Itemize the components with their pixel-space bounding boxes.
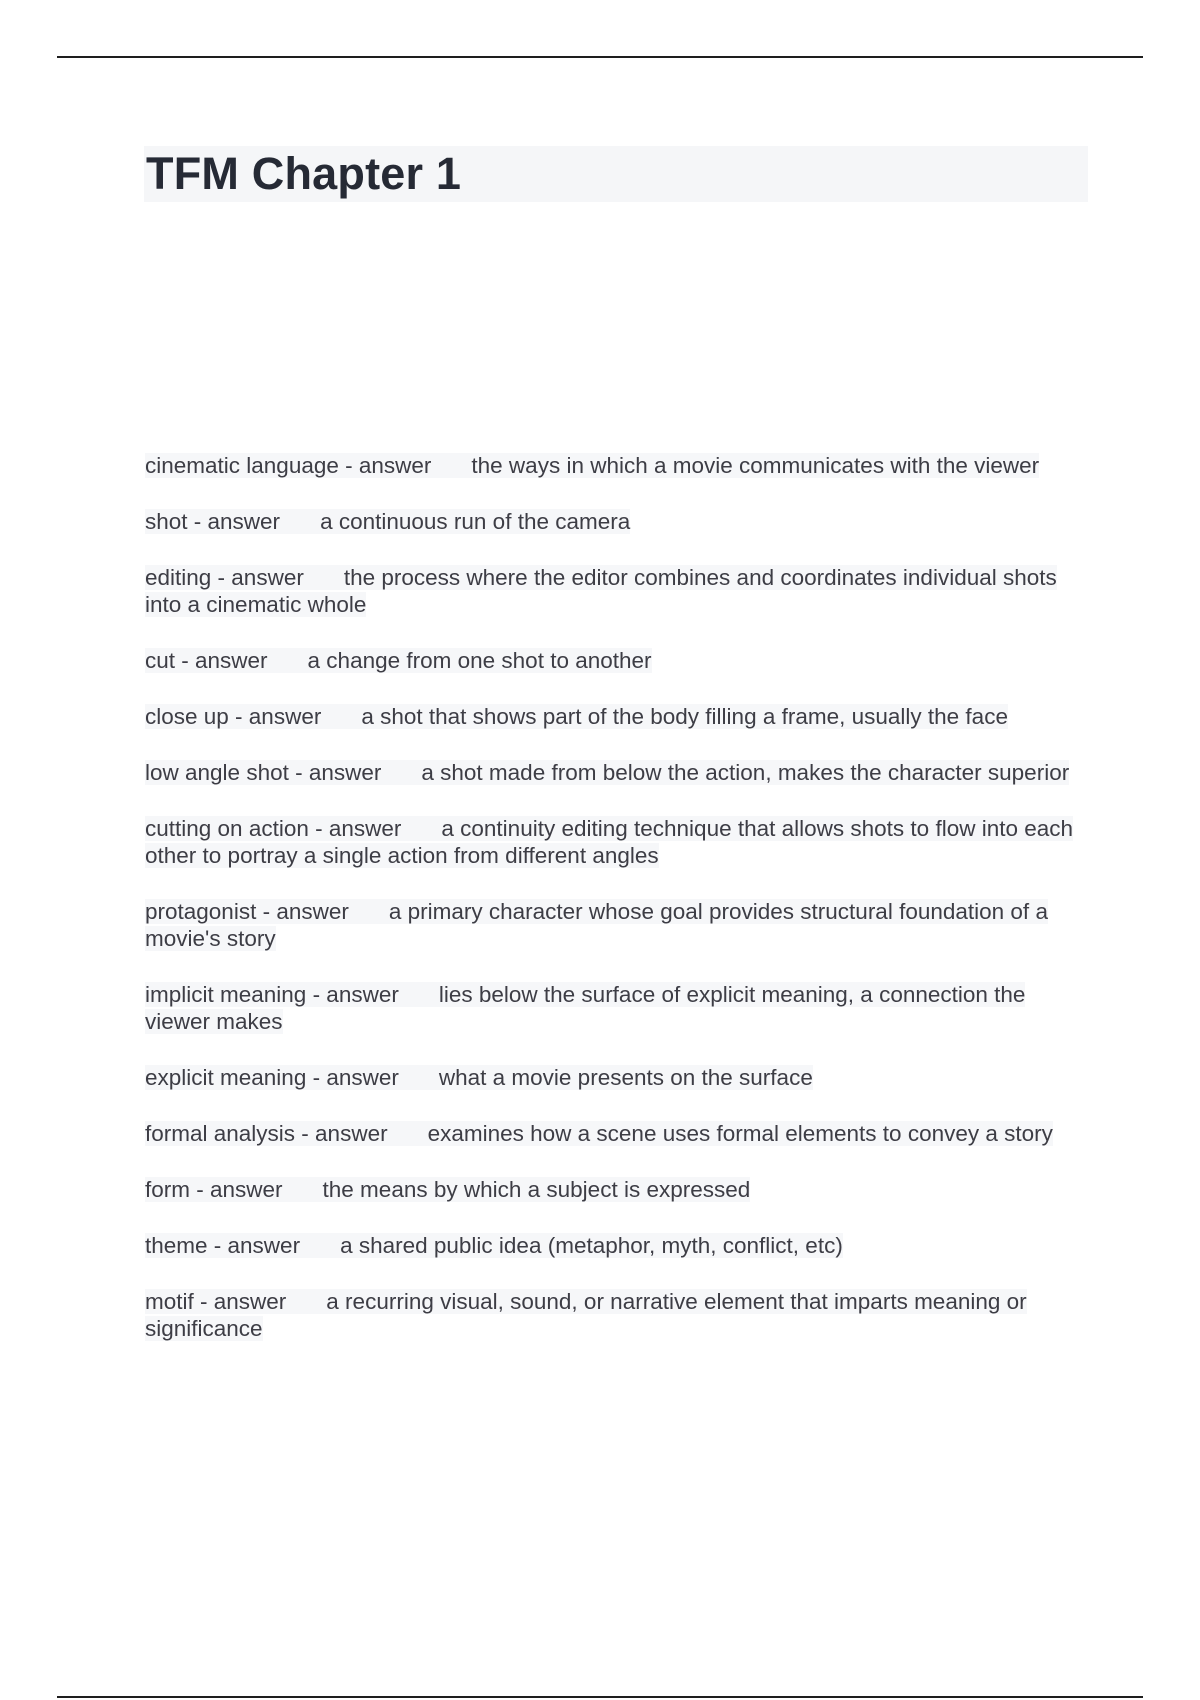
flashcard-item: [145, 1120, 1090, 1147]
flashcard-text: [145, 648, 652, 673]
flashcard-text: [145, 1289, 1027, 1341]
flashcard-text: [145, 982, 1025, 1034]
flashcard-item: [145, 815, 1090, 869]
flashcard-term: editing - answer: [145, 565, 304, 590]
flashcard-text: [145, 899, 1048, 951]
flashcard-item: [145, 1064, 1090, 1091]
bottom-rule: [57, 1696, 1143, 1698]
flashcard-item: [145, 1232, 1090, 1259]
flashcard-term: form - answer: [145, 1177, 283, 1202]
flashcard-text: [145, 816, 1073, 868]
top-rule: [57, 56, 1143, 58]
flashcard-term: cinematic language - answer: [145, 453, 432, 478]
flashcard-item: [145, 647, 1090, 674]
flashcard-definition: what a movie presents on the surface: [438, 1065, 813, 1090]
flashcard-definition: a shared public idea (metaphor, myth, conflict, etc): [340, 1233, 843, 1258]
flashcard-item: [145, 508, 1090, 535]
flashcard-term: formal analysis - answer: [145, 1121, 388, 1146]
flashcard-item: [145, 452, 1090, 479]
flashcard-item: [145, 981, 1090, 1035]
flashcard-term: low angle shot - answer: [145, 760, 382, 785]
flashcard-item: [145, 759, 1090, 786]
flashcard-text: [145, 1121, 1053, 1146]
flashcard-term: close up - answer: [145, 704, 322, 729]
flashcard-text: [145, 1065, 813, 1090]
flashcard-text: [145, 704, 1008, 729]
page-title: TFM Chapter 1: [146, 148, 462, 199]
flashcard-term: motif - answer: [145, 1289, 287, 1314]
flashcard-definition: a continuous run of the camera: [320, 509, 631, 534]
flashcard-term: explicit meaning - answer: [145, 1065, 399, 1090]
flashcard-item: [145, 564, 1090, 618]
flashcard-definition: a shot that shows part of the body filling a frame, usually the face: [361, 704, 1008, 729]
flashcard-term: cut - answer: [145, 648, 268, 673]
flashcard-text: [145, 1233, 843, 1258]
flashcard-definition: the ways in which a movie communicates with the viewer: [471, 453, 1040, 478]
flashcard-text: [145, 453, 1039, 478]
flashcard-text: [145, 509, 630, 534]
flashcard-term: implicit meaning - answer: [145, 982, 399, 1007]
flashcard-definition: a recurring visual, sound, or narrative element that imparts meaning or significance: [145, 1289, 1027, 1341]
flashcard-item: [145, 703, 1090, 730]
flashcard-item: [145, 898, 1090, 952]
flashcard-term: shot - answer: [145, 509, 281, 534]
flashcard-text: [145, 565, 1057, 617]
flashcard-definition: a continuity editing technique that allows shots to flow into each other to portray a single action from different angles: [145, 816, 1074, 868]
flashcard-term: theme - answer: [145, 1233, 301, 1258]
flashcard-item: [145, 1288, 1090, 1342]
flashcard-definition: examines how a scene uses formal elements to convey a story: [427, 1121, 1053, 1146]
flashcard-definition: lies below the surface of explicit meaning, a connection the viewer makes: [145, 982, 1026, 1034]
flashcard-term: cutting on action - answer: [145, 816, 402, 841]
flashcard-term: protagonist - answer: [145, 899, 349, 924]
flashcard-definition: the means by which a subject is expressed: [322, 1177, 751, 1202]
flashcard-item: [145, 1176, 1090, 1203]
flashcard-definition: the process where the editor combines and coordinates individual shots into a cinematic whole: [145, 565, 1057, 617]
flashcard-definition: a shot made from below the action, makes the character superior: [421, 760, 1070, 785]
flashcard-list: [145, 452, 1090, 1371]
flashcard-text: [145, 1177, 750, 1202]
flashcard-definition: a primary character whose goal provides structural foundation of a movie's story: [145, 899, 1048, 951]
flashcard-definition: a change from one shot to another: [307, 648, 652, 673]
flashcard-text: [145, 760, 1069, 785]
